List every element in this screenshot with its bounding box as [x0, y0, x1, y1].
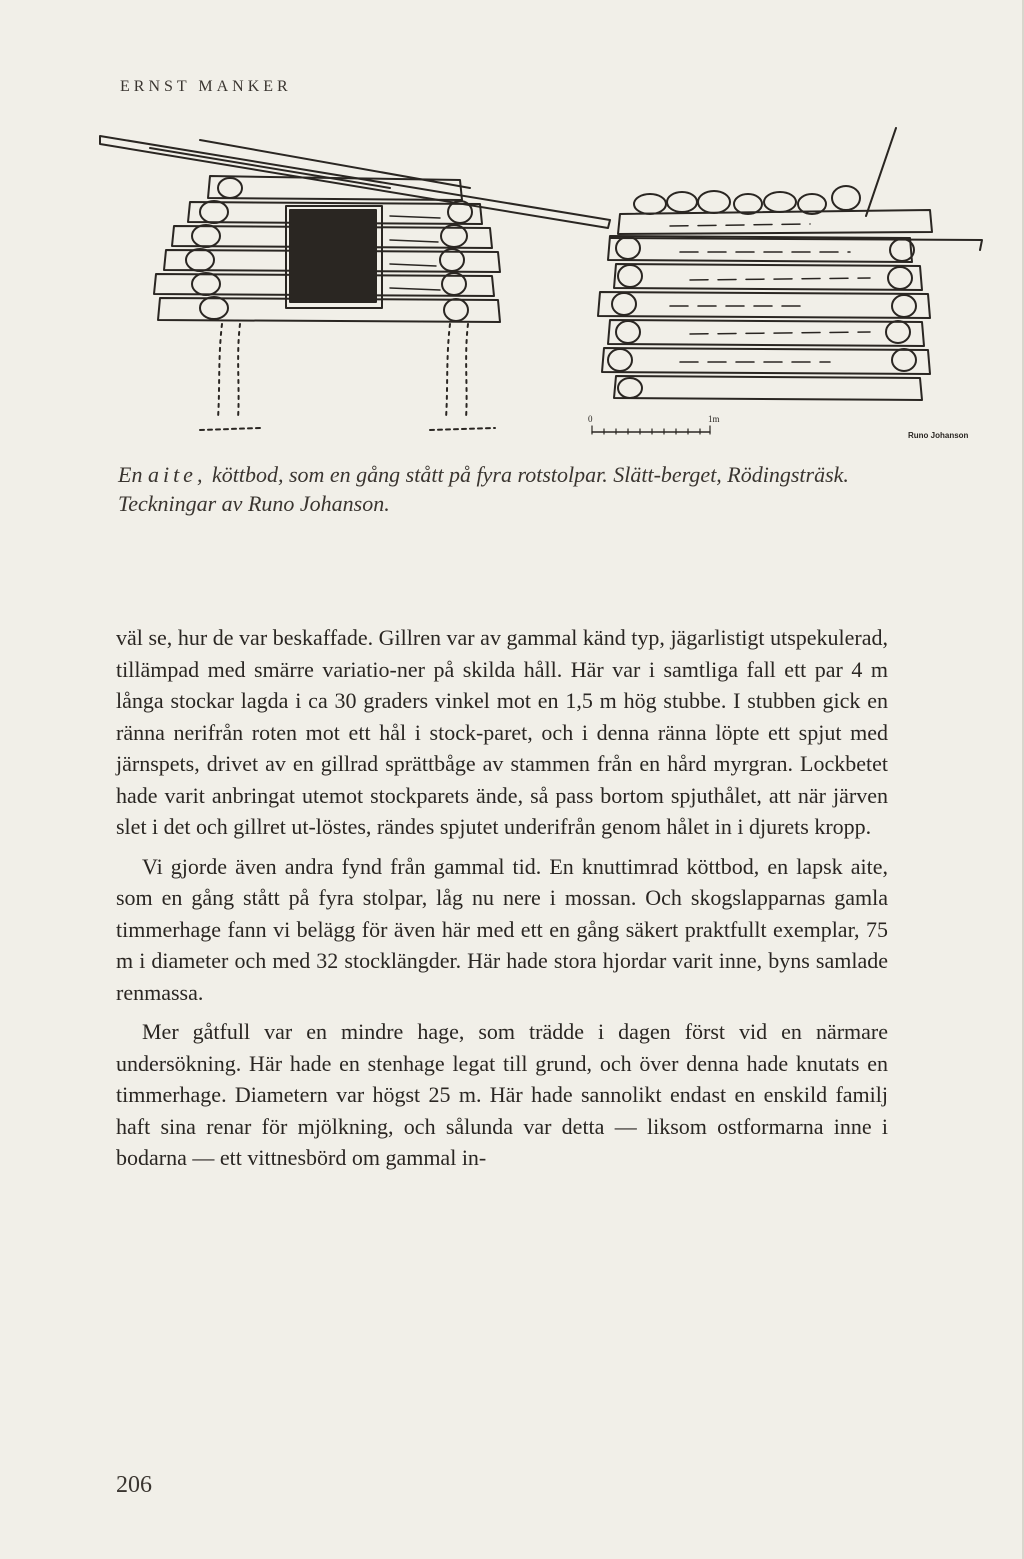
figure-illustration [90, 118, 990, 458]
left-view-drawing [100, 136, 610, 430]
body-text [116, 622, 888, 1174]
scale-start-label: 0 [588, 414, 593, 424]
scale-end-label: 1m [708, 414, 720, 424]
caption-part-2: aite, [147, 462, 207, 487]
scale-bar [592, 426, 710, 434]
caption-part-1: En [118, 462, 143, 487]
paragraph-3: Mer gåtfull var en mindre hage, som trädde i dagen först vid en närmare undersökning. Här hade en stenhage legat till grund, och över denna hade knutats en timmerhage. Diametern var högst 25 m. Här hade sannolikt endast en enskild familj haft sina renar för mjölkning, och sålunda var detta — liksom ostformarna inne i bodarna — ett vittnesbörd om gammal in- [116, 1019, 888, 1170]
page-number: 206 [116, 1472, 152, 1498]
figure-caption [118, 460, 918, 518]
caption-part-3: köttbod, som en gång stått på fyra rotstolpar. Slätt-berget, Rödingsträsk. Teckningar av Runo Johanson. [118, 462, 849, 516]
paragraph-1: väl se, hur de var beskaffade. Gillren var av gammal känd typ, jägarlistigt utspekulerad, tillämpad med smärre variatio-ner på skilda håll. Här var i samtliga fall ett par 4 m långa stockar lagda i ca 30 graders vinkel mot en 1,5 m hög stubbe. I stubben gick en ränna nerifrån roten mot ett hål i stock-paret, och i denna ränna löpte ett spjut med järnspets, drivet av en gillrad sprättbåge av stammen från en hård myrgran. Lockbetet hade varit anbringat utemot stockparets ände, så pass bortom spjuthålet, att när järven slet i det och gillret ut-löstes, rändes spjutet underifrån genom hålet in i djurets kropp. [116, 625, 888, 839]
log-cabin-drawing [90, 118, 990, 458]
artist-signature: Runo Johanson [908, 431, 969, 440]
right-view-drawing [598, 128, 982, 400]
running-head: ERNST MANKER [120, 78, 292, 95]
paragraph-2: Vi gjorde även andra fynd från gammal tid. En knuttimrad köttbod, en lapsk aite, som en gång stått på fyra stolpar, låg nu nere i mossan. Och skogslapparnas gamla timmerhage fann vi belägg för även här med ett en gång säkert praktfullt exemplar, 75 m i diameter och med 32 stocklängder. Här hade stora hjordar varit inne, byns samlade renmassa. [116, 853, 888, 1005]
